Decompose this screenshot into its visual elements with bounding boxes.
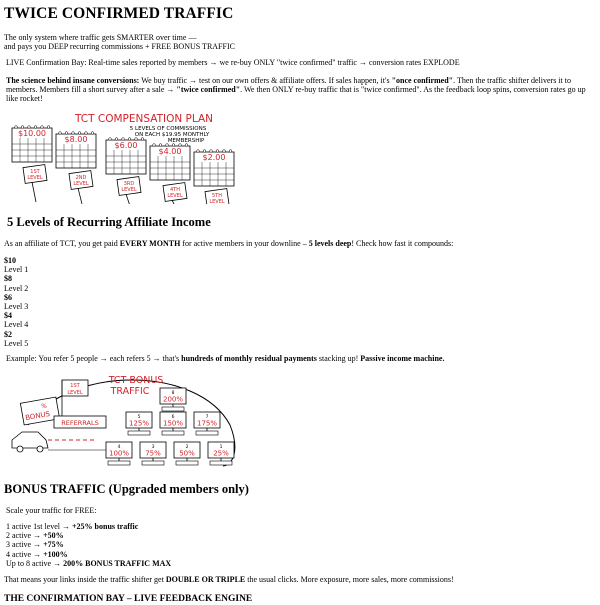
monitor-6: [160, 412, 186, 435]
calendar-amount: $10.00: [18, 129, 46, 138]
level-label: Level 3: [4, 301, 29, 311]
level-sign-4: [163, 183, 187, 204]
level-sign-3: [117, 177, 141, 204]
intro-line-2: and pays you DEEP recurring commissions + FREE BONUS TRAFFIC: [4, 42, 235, 52]
bonus-scale-text: Scale your traffic for FREE:: [6, 506, 97, 515]
bonus-tier-text: 1 active 1st level →: [6, 522, 72, 531]
levels-desc-five-deep: 5 levels deep: [308, 239, 352, 248]
science-twice-confirmed: "twice confirmed": [176, 85, 241, 95]
science-text-3: . We then ONLY re-buy traffic that is "twice confirmed". As the feedback loop spins, conversion rates go up like rocket!: [6, 85, 586, 104]
sign-text: 4TH: [170, 187, 180, 193]
calendar-2: [56, 132, 96, 168]
bonus-tier: [6, 540, 596, 549]
means-text-2: the usual clicks. More exposure, more sales, more commissions!: [245, 575, 454, 584]
calendar-3: [106, 138, 146, 174]
example-text-2: stacking up!: [316, 354, 361, 363]
example-text-1: Example: You refer 5 people → each refers 5 → that's: [6, 354, 182, 363]
calendar-amount: $8.00: [64, 135, 88, 144]
level-amount: $10: [4, 256, 16, 265]
page-title: TWICE CONFIRMED TRAFFIC: [4, 5, 234, 22]
monitor-percent: 50%: [179, 449, 195, 458]
monitor-percent: 200%: [162, 395, 184, 404]
monitor-number: 6: [171, 415, 175, 420]
comp-title: TCT COMPENSATION PLAN: [74, 113, 214, 125]
referrals-label: REFERRALS: [61, 419, 99, 427]
comp-subtitle-3: MEMBERSHIP: [167, 138, 205, 144]
bonus-means-line: [4, 575, 596, 584]
monitor-percent: 25%: [213, 449, 229, 458]
monitor-percent: 125%: [128, 419, 150, 428]
monitor-number: 4: [117, 445, 121, 450]
level-item: [4, 330, 596, 348]
monitor-5: [126, 412, 152, 435]
intro: [4, 33, 596, 51]
sign-text: LEVEL: [167, 193, 183, 199]
comp-subtitle-2: ON EACH $19.95 MONTHLY: [134, 132, 210, 138]
sign-text: LEVEL: [121, 187, 137, 193]
monitor-number: 3: [151, 445, 155, 450]
sign-text: LEVEL: [209, 199, 225, 204]
science-text-1: We buy traffic → test on our own offers & affiliate offers. If sales happen, it's: [139, 76, 392, 85]
bonus-tier: [6, 559, 596, 568]
bonus-tier-value: +50%: [43, 531, 64, 541]
level-sign-2: [69, 171, 93, 204]
monitor-2: [174, 442, 200, 465]
monitor-7: [194, 412, 220, 435]
bonus-percent: %: [41, 403, 47, 410]
car-icon: [12, 432, 48, 452]
calendar-5: [194, 150, 234, 186]
level-label: Level 2: [4, 283, 29, 293]
means-double-triple: DOUBLE OR TRIPLE: [165, 575, 246, 584]
level-sign-1: [23, 165, 47, 202]
monitor-percent: 150%: [162, 419, 184, 428]
calendar-amount: $4.00: [158, 147, 182, 156]
bonus-tier-value: +100%: [43, 549, 68, 559]
monitor-percent: 175%: [196, 419, 218, 428]
bonus-title-2: TRAFFIC: [110, 386, 150, 397]
bonus-label: BONUS: [24, 409, 51, 423]
calendar-amount: $6.00: [114, 141, 138, 150]
monitor-1: [208, 442, 234, 465]
level-item: [4, 311, 596, 329]
monitor-3: [140, 442, 166, 465]
level-item: [4, 274, 596, 292]
confirmation-bay-heading: THE CONFIRMATION BAY – LIVE FEEDBACK ENGINE: [4, 594, 253, 604]
science-paragraph: [4, 76, 596, 104]
levels-desc-1: As an affiliate of TCT, you get paid: [4, 239, 120, 248]
levels-desc-2: for active members in your downline –: [180, 239, 309, 248]
bonus-tier-text: 4 active →: [6, 549, 44, 559]
monitor-percent: 75%: [145, 449, 161, 458]
example-passive: Passive income machine.: [360, 354, 445, 363]
monitor-8: [160, 388, 186, 411]
bonus-tier: [6, 531, 596, 540]
calendar-4: [150, 144, 190, 180]
sign-text: 2ND: [75, 175, 87, 181]
example-line: [4, 354, 596, 363]
intro-line-1: The only system where traffic gets SMARTER over time —: [4, 33, 197, 42]
live-confirmation-line: LIVE Confirmation Bay: Real-time sales reported by members → we re-buy ONLY "twice confirmed" traffic → conversion rates EXPLODE: [6, 58, 460, 67]
monitor-group: [106, 388, 234, 465]
levels-description: [4, 239, 596, 248]
bonus-traffic-illustration: [8, 370, 240, 468]
monitor-number: 1: [219, 445, 223, 450]
flag-text-2: LEVEL: [67, 390, 83, 396]
sign-text: 5TH: [212, 193, 222, 199]
monitor-number: 5: [137, 415, 141, 420]
comp-subtitle-1: 5 LEVELS OF COMMISSIONS: [129, 126, 207, 132]
level-item: [4, 256, 596, 274]
bonus-tier-list: [4, 522, 596, 568]
sign-text: 1ST: [30, 169, 40, 175]
monitor-4: [106, 442, 132, 465]
level-amount: $4: [4, 311, 12, 321]
compensation-plan-illustration: [8, 108, 240, 204]
level-amount: $6: [4, 292, 12, 302]
science-text-2: . Then the traffic shifter delivers it to members. Members fill a short survey after a sale →: [6, 76, 571, 95]
means-text-1: That means your links inside the traffic shifter get: [4, 575, 166, 584]
monitor-number: 7: [205, 415, 209, 420]
level-label: Level 1: [4, 265, 29, 275]
level-sign-5: [205, 189, 229, 204]
science-once-confirmed: "once confirmed": [391, 76, 454, 85]
bonus-tier-value: +75%: [43, 540, 64, 550]
calendar-1: [12, 126, 52, 162]
level-label: Level 4: [4, 320, 29, 330]
example-residual: hundreds of monthly residual payments: [181, 354, 317, 363]
bonus-tier-text: 2 active →: [6, 531, 44, 541]
calendar-amount: $2.00: [202, 153, 226, 162]
monitor-percent: 100%: [108, 449, 130, 458]
sign-text: LEVEL: [73, 181, 89, 187]
levels-list: [4, 256, 596, 348]
bonus-title-1: TCT BONUS: [108, 375, 164, 386]
levels-desc-every-month: EVERY MONTH: [119, 239, 181, 248]
bonus-tier-text: 3 active →: [6, 540, 44, 550]
level-amount: $2: [4, 329, 12, 339]
level-item: [4, 293, 596, 311]
monitor-number: 8: [171, 391, 175, 396]
bonus-tier: [6, 550, 596, 559]
bonus-tier: [6, 522, 596, 531]
level-label: Level 5: [4, 338, 29, 348]
bonus-tier-text: Up to 8 active →: [6, 558, 64, 568]
sign-text: 3RD: [123, 181, 135, 187]
monitor-number: 2: [185, 445, 189, 450]
level-amount: $8: [4, 274, 12, 284]
bonus-tier-value: +25% bonus traffic: [71, 522, 139, 531]
levels-heading: 5 Levels of Recurring Affiliate Income: [7, 215, 211, 229]
sign-text: LEVEL: [27, 175, 43, 181]
science-label: The science behind insane conversions:: [6, 76, 140, 85]
bonus-heading: BONUS TRAFFIC (Upgraded members only): [4, 482, 249, 496]
levels-desc-3: ! Check how fast it compounds:: [351, 239, 454, 248]
flag-text-1: 1ST: [70, 383, 80, 389]
bonus-tier-value: 200% BONUS TRAFFIC MAX: [63, 558, 172, 568]
